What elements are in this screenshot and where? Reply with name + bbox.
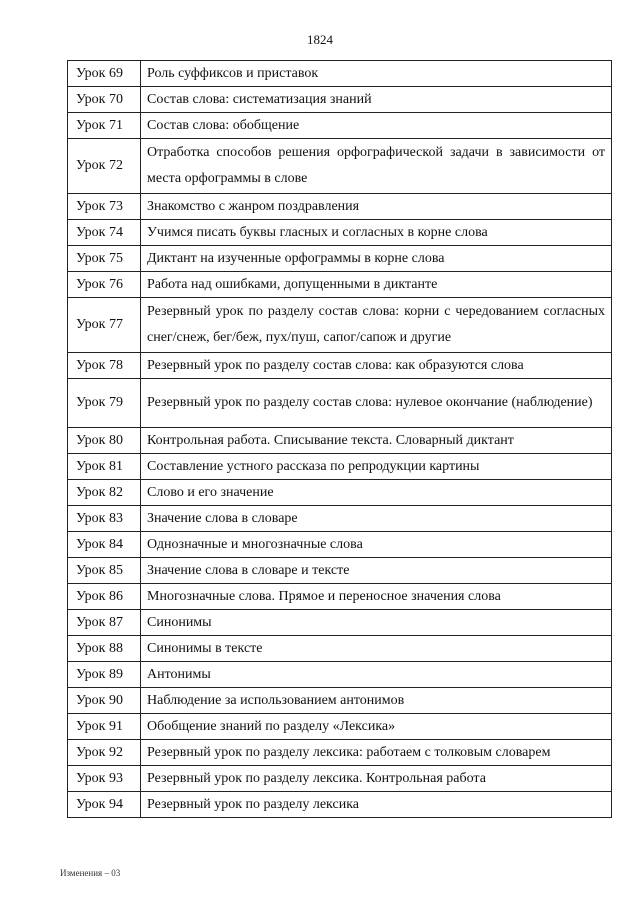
lesson-topic-cell: Однозначные и многозначные слова <box>141 532 612 558</box>
lesson-number-cell: Урок 91 <box>68 714 141 740</box>
lesson-number-cell: Урок 84 <box>68 532 141 558</box>
lesson-table <box>67 60 612 818</box>
table-row <box>68 298 612 353</box>
table-row <box>68 220 612 246</box>
table-row <box>68 766 612 792</box>
lesson-topic-cell: Многозначные слова. Прямое и переносное значения слова <box>141 584 612 610</box>
lesson-number-cell: Урок 78 <box>68 353 141 379</box>
table-row <box>68 139 612 194</box>
table-row <box>68 272 612 298</box>
lesson-number-cell: Урок 72 <box>68 139 141 194</box>
lesson-number-cell: Урок 81 <box>68 454 141 480</box>
lesson-number-cell: Урок 73 <box>68 194 141 220</box>
lesson-number-cell: Урок 77 <box>68 298 141 353</box>
lesson-number-cell: Урок 70 <box>68 87 141 113</box>
lesson-topic-cell: Отработка способов решения орфографической задачи в зависимости от места орфограммы в слове <box>141 139 612 194</box>
lesson-topic-cell: Синонимы <box>141 610 612 636</box>
lesson-number-cell: Урок 83 <box>68 506 141 532</box>
lesson-number-cell: Урок 86 <box>68 584 141 610</box>
lesson-topic-cell: Резервный урок по разделу лексика: работаем с толковым словарем <box>141 740 612 766</box>
table-row <box>68 194 612 220</box>
lesson-number-cell: Урок 93 <box>68 766 141 792</box>
table-row <box>68 662 612 688</box>
lesson-topic-cell: Знакомство с жанром поздравления <box>141 194 612 220</box>
lesson-topic-cell: Синонимы в тексте <box>141 636 612 662</box>
table-row <box>68 454 612 480</box>
lesson-topic-cell: Учимся писать буквы гласных и согласных в корне слова <box>141 220 612 246</box>
lesson-topic-cell: Работа над ошибками, допущенными в диктанте <box>141 272 612 298</box>
lesson-number-cell: Урок 88 <box>68 636 141 662</box>
lesson-topic-cell: Резервный урок по разделу лексика <box>141 792 612 818</box>
lesson-topic-cell: Слово и его значение <box>141 480 612 506</box>
table-row <box>68 113 612 139</box>
table-row <box>68 87 612 113</box>
lesson-number-cell: Урок 80 <box>68 428 141 454</box>
lesson-topic-cell: Состав слова: обобщение <box>141 113 612 139</box>
lesson-number-cell: Урок 82 <box>68 480 141 506</box>
table-row <box>68 353 612 379</box>
page-number: 1824 <box>307 32 333 47</box>
lesson-topic-cell: Роль суффиксов и приставок <box>141 61 612 87</box>
lesson-number-cell: Урок 74 <box>68 220 141 246</box>
table-row <box>68 428 612 454</box>
table-row <box>68 636 612 662</box>
lesson-table-body <box>68 61 612 818</box>
lesson-number-cell: Урок 89 <box>68 662 141 688</box>
table-row <box>68 61 612 87</box>
lesson-number-cell: Урок 85 <box>68 558 141 584</box>
lesson-topic-cell: Составление устного рассказа по репродукции картины <box>141 454 612 480</box>
lesson-topic-cell: Наблюдение за использованием антонимов <box>141 688 612 714</box>
lesson-topic-cell: Состав слова: систематизация знаний <box>141 87 612 113</box>
table-row <box>68 610 612 636</box>
lesson-topic-cell: Резервный урок по разделу лексика. Контрольная работа <box>141 766 612 792</box>
lesson-number-cell: Урок 79 <box>68 379 141 428</box>
table-row <box>68 379 612 428</box>
lesson-topic-cell: Резервный урок по разделу состав слова: корни с чередованием согласных снег/снеж, бег/беж, пух/пуш, сапог/сапож и другие <box>141 298 612 353</box>
lesson-number-cell: Урок 71 <box>68 113 141 139</box>
table-row <box>68 246 612 272</box>
table-row <box>68 532 612 558</box>
table-row <box>68 792 612 818</box>
table-row <box>68 688 612 714</box>
table-row <box>68 584 612 610</box>
lesson-topic-cell: Значение слова в словаре и тексте <box>141 558 612 584</box>
lesson-topic-cell: Диктант на изученные орфограммы в корне слова <box>141 246 612 272</box>
lesson-number-cell: Урок 94 <box>68 792 141 818</box>
lesson-topic-cell: Антонимы <box>141 662 612 688</box>
table-row <box>68 480 612 506</box>
page-footer: Изменения – 03 <box>60 868 121 878</box>
lesson-topic-cell: Резервный урок по разделу состав слова: как образуются слова <box>141 353 612 379</box>
lesson-number-cell: Урок 75 <box>68 246 141 272</box>
lesson-topic-cell: Контрольная работа. Списывание текста. Словарный диктант <box>141 428 612 454</box>
table-row <box>68 714 612 740</box>
table-row <box>68 506 612 532</box>
lesson-topic-cell: Резервный урок по разделу состав слова: нулевое окончание (наблюдение) <box>141 379 612 428</box>
lesson-topic-cell: Обобщение знаний по разделу «Лексика» <box>141 714 612 740</box>
table-row <box>68 558 612 584</box>
lesson-number-cell: Урок 90 <box>68 688 141 714</box>
lesson-number-cell: Урок 69 <box>68 61 141 87</box>
table-row <box>68 740 612 766</box>
lesson-number-cell: Урок 87 <box>68 610 141 636</box>
lesson-number-cell: Урок 92 <box>68 740 141 766</box>
lesson-number-cell: Урок 76 <box>68 272 141 298</box>
lesson-topic-cell: Значение слова в словаре <box>141 506 612 532</box>
